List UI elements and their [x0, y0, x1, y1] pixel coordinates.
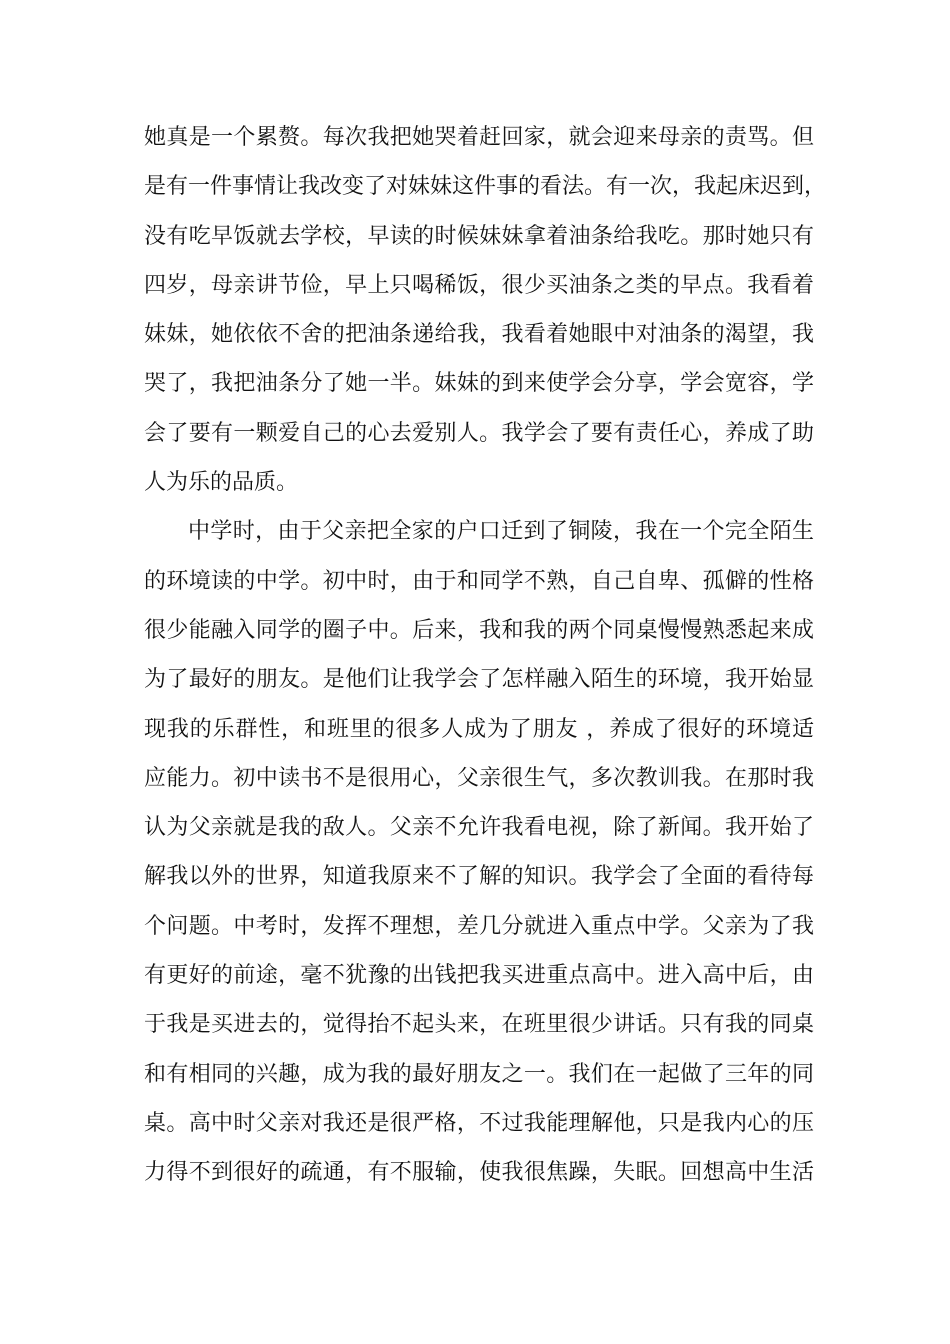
text-line: 中学时，由于父亲把全家的户口迁到了铜陵，我在一个完全陌生: [188, 519, 814, 545]
text-line: 力得不到很好的疏通，有不服输，使我很焦躁，失眠。回想高中生活: [144, 1160, 814, 1186]
text-line: 很少能融入同学的圈子中。后来，我和我的两个同桌慢慢熟悉起来成: [144, 617, 814, 643]
text-line: 会了要有一颗爱自己的心去爱别人。我学会了要有责任心，养成了助: [144, 420, 814, 446]
text-line: 个问题。中考时，发挥不理想，差几分就进入重点中学。父亲为了我: [144, 913, 814, 939]
text-line: 的环境读的中学。初中时，由于和同学不熟，自己自卑、孤僻的性格: [144, 568, 814, 594]
text-line: 现我的乐群性，和班里的很多人成为了朋友 ，养成了很好的环境适: [144, 716, 814, 742]
text-line: 人为乐的品质。: [144, 470, 299, 496]
text-line: 认为父亲就是我的敌人。父亲不允许我看电视，除了新闻。我开始了: [144, 815, 814, 841]
text-line: 哭了，我把油条分了她一半。妹妹的到来使学会分享，学会宽容，学: [144, 371, 814, 397]
body-text: [144, 113, 827, 1198]
text-line: 应能力。初中读书不是很用心，父亲很生气，多次教训我。在那时我: [144, 765, 814, 791]
text-line: 有更好的前途，毫不犹豫的出钱把我买进重点高中。进入高中后，由: [144, 963, 814, 989]
text-line: 是有一件事情让我改变了对妹妹这件事的看法。有一次，我起床迟到，: [144, 174, 827, 200]
text-line: 没有吃早饭就去学校，早读的时候妹妹拿着油条给我吃。那时她只有: [144, 223, 814, 249]
text-line: 妹妹，她依依不舍的把油条递给我，我看着她眼中对油条的渴望，我: [144, 322, 814, 348]
text-line: 和有相同的兴趣，成为我的最好朋友之一。我们在一起做了三年的同: [144, 1061, 814, 1087]
text-line: 她真是一个累赘。每次我把她哭着赶回家，就会迎来母亲的责骂。但: [144, 125, 814, 150]
text-line: 桌。高中时父亲对我还是很严格，不过我能理解他，只是我内心的压: [144, 1110, 814, 1136]
text-line: 为了最好的朋友。是他们让我学会了怎样融入陌生的环境，我开始显: [144, 667, 814, 693]
text-line: 解我以外的世界，知道我原来不了解的知识。我学会了全面的看待每: [144, 864, 814, 890]
text-line: 四岁，母亲讲节俭，早上只喝稀饭，很少买油条之类的早点。我看着: [144, 272, 814, 298]
text-line: 于我是买进去的，觉得抬不起头来，在班里很少讲话。只有我的同桌: [144, 1012, 814, 1038]
